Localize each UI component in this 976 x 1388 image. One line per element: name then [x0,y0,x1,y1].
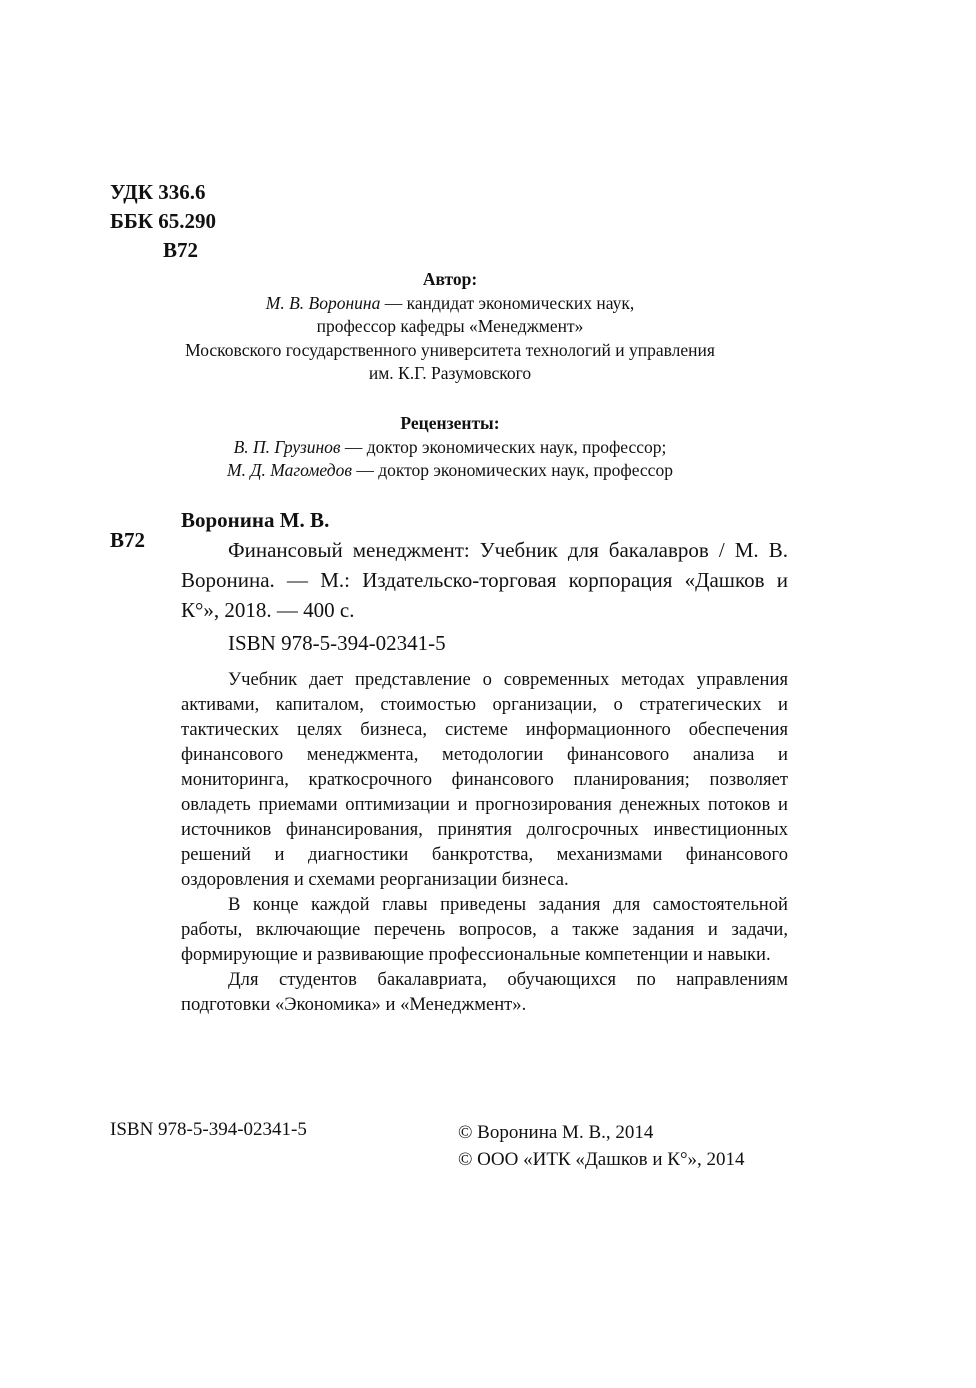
author-heading: Автор: [422,269,478,289]
author-line-4: им. К.Г. Разумовского [368,363,532,383]
classification-codes [110,178,216,265]
catalog-isbn: ISBN 978-5-394-02341-5 [228,631,446,655]
author-info [0,268,900,386]
reviewer-1-desc: — доктор экономических наук, профессор; [340,436,667,457]
annotation [181,667,788,1017]
author-degree: — кандидат экономических наук, [380,292,635,313]
reviewer-1-name: В. П. Грузинов [233,436,341,457]
reviewer-2-name: М. Д. Магомедов [227,460,352,480]
reviewer-2 [0,459,900,483]
reviewer-2-desc: — доктор экономических наук, профессор [351,460,673,480]
footer-isbn: ISBN 978-5-394-02341-5 [110,1119,307,1140]
author-name: М. В. Воронина [265,292,381,313]
author-mark: В72 [163,238,199,262]
catalog-card [181,505,788,658]
catalog-author: Воронина М. В. [181,508,330,532]
author-line-3: Московского государственного университета технологий и управления [185,339,715,360]
bbk-code: ББК 65.290 [110,209,216,233]
catalog-author-mark: В72 [110,528,146,552]
catalog-reference: Финансовый менеджмент: Учебник для бакалавров / М. В. Воронина. — М.: Издательско-торговая корпорация «Дашков и К°», 2018. — 400 с. [181,538,788,622]
reviewers [0,412,900,483]
annotation-paragraph-3: Для студентов бакалавриата, обучающихся по направлениям подготовки «Экономика» и «Менеджмент». [181,969,788,1015]
author-line-2: профессор кафедры «Менеджмент» [316,316,584,336]
reviewers-heading: Рецензенты: [400,413,500,433]
copyright-block [458,1119,745,1173]
author-line-1 [0,292,900,316]
copyright-author: © Воронина М. В., 2014 [458,1122,654,1143]
udk-code: УДК 336.6 [110,180,206,204]
annotation-paragraph-2: В конце каждой главы приведены задания для самостоятельной работы, включающие перечень вопросов, а также задания и задачи, формирующие и развивающие профессиональные компетенции и навыки. [181,894,788,965]
reviewer-1 [0,436,900,460]
copyright-publisher: © ООО «ИТК «Дашков и К°», 2014 [458,1149,745,1170]
annotation-paragraph-1: Учебник дает представление о современных методах управления активами, капиталом, стоимостью организации, о стратегических и тактических целях бизнеса, системе информационного обеспечения финансового менеджмента, методологии финансового анализа и мониторинга, краткосрочного финансового планирования; позволяет овладеть приемами оптимизации и прогнозирования денежных потоков и источников финансирования, принятия долгосрочных инвестиционных решений и диагностики банкротства, механизмами финансового оздоровления и схемами реорганизации бизнеса. [181,669,788,890]
